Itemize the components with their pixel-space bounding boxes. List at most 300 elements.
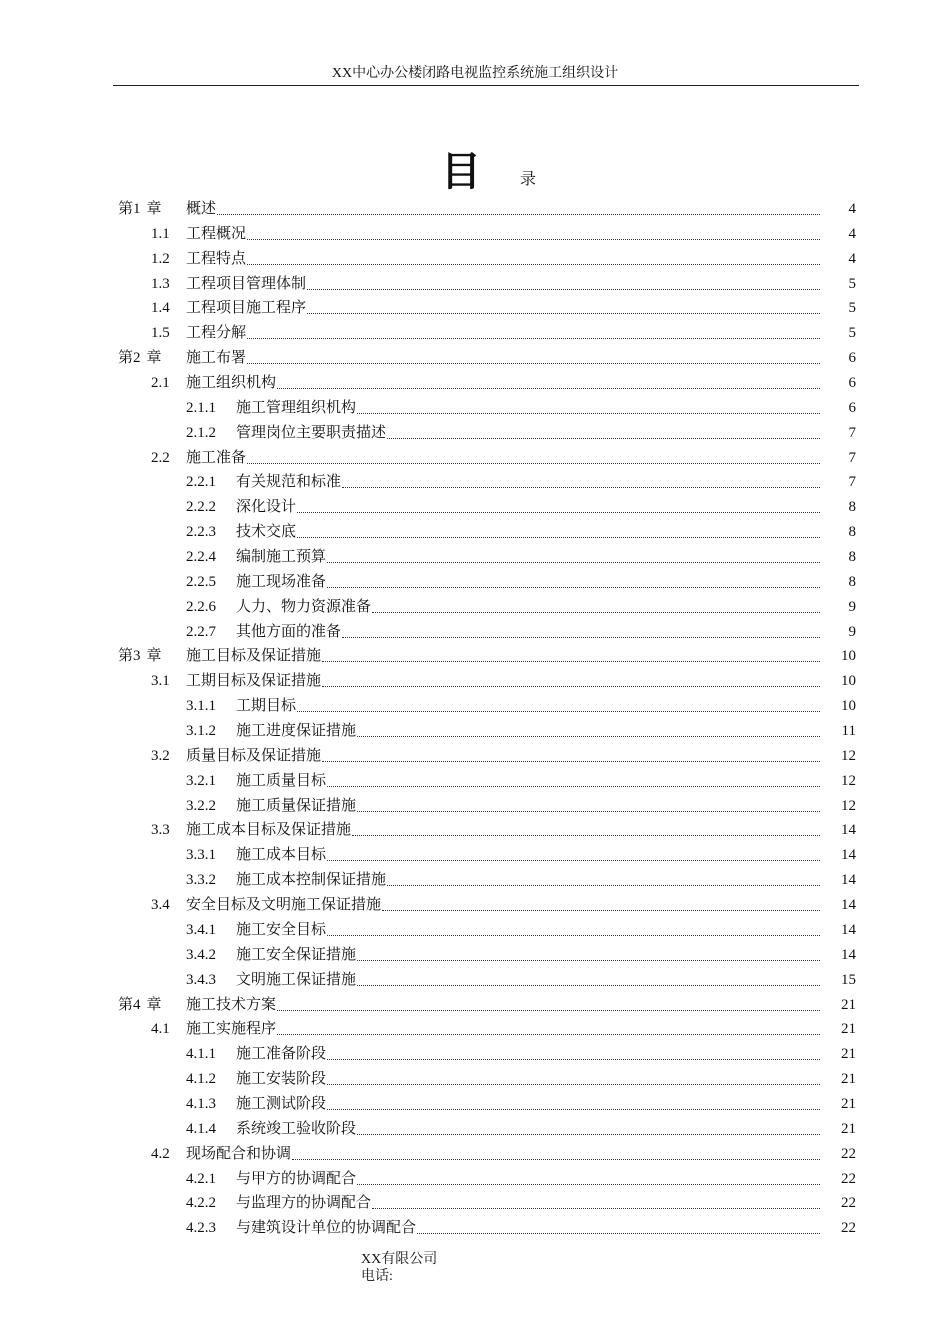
toc-entry-number-text: 3.4.2 <box>186 946 216 963</box>
toc-entry-line <box>186 346 820 371</box>
toc-entry-page-number: 14 <box>841 822 856 839</box>
toc-entry-page-number: 14 <box>841 946 856 963</box>
toc-dot-leader <box>307 272 820 290</box>
toc-entry-number <box>186 1167 216 1192</box>
toc-entry-title[interactable]: 安全目标及文明施工保证措施 <box>186 897 382 914</box>
toc-entry-page-number: 12 <box>841 747 856 764</box>
toc-entry-number-text: 4.1 <box>151 1021 170 1038</box>
toc-entry-title[interactable]: 深化设计 <box>236 499 297 516</box>
toc-entry[interactable] <box>0 943 950 968</box>
toc-entry[interactable] <box>0 918 950 943</box>
toc-entry-number <box>186 968 216 993</box>
toc-entry[interactable] <box>0 545 950 570</box>
toc-entry[interactable] <box>0 346 950 371</box>
toc-entry[interactable] <box>0 843 950 868</box>
toc-entry-number-text: 3.3.1 <box>186 847 216 864</box>
toc-entry-number <box>186 495 216 520</box>
toc-entry-line <box>236 918 820 943</box>
toc-entry-page-number: 5 <box>848 275 856 292</box>
toc-entry-line <box>236 595 820 620</box>
toc-entry-number <box>118 993 162 1018</box>
toc-dot-leader <box>342 620 820 638</box>
toc-entry-page-number: 5 <box>848 325 856 342</box>
toc-entry-title[interactable]: 现场配合和协调 <box>186 1145 292 1162</box>
toc-entry-title[interactable]: 其他方面的准备 <box>236 623 342 640</box>
footer-company: XX有限公司 <box>361 1252 438 1267</box>
toc-entry-line <box>236 620 820 645</box>
toc-entry[interactable] <box>0 744 950 769</box>
toc-entry[interactable] <box>0 595 950 620</box>
toc-entry[interactable] <box>0 1167 950 1192</box>
toc-entry-number <box>151 321 170 346</box>
toc-entry-number <box>186 918 216 943</box>
toc-entry-number-text: 3.4 <box>151 897 170 914</box>
toc-entry-title[interactable]: 文明施工保证措施 <box>236 971 357 988</box>
toc-entry-line <box>236 470 820 495</box>
toc-entry-title[interactable]: 技术交底 <box>236 524 297 541</box>
toc-entry-page-number: 21 <box>841 1120 856 1137</box>
toc-entry-chapter-suffix: 章 <box>146 201 162 217</box>
toc-entry-number <box>151 893 170 918</box>
toc-entry-number-text: 2.2.6 <box>186 598 216 615</box>
toc-entry-line <box>236 943 820 968</box>
toc-title-char-2: 录 <box>520 171 537 188</box>
toc-dot-leader <box>372 1191 820 1209</box>
toc-entry-page-number: 4 <box>848 225 856 242</box>
toc-entry[interactable] <box>0 868 950 893</box>
toc-entry-number <box>186 843 216 868</box>
toc-entry[interactable] <box>0 197 950 222</box>
toc-entry-title[interactable]: 与建筑设计单位的协调配合 <box>236 1220 417 1237</box>
toc-entry-page-number: 21 <box>841 1021 856 1038</box>
toc-entry[interactable] <box>0 1191 950 1216</box>
toc-entry[interactable] <box>0 1042 950 1067</box>
toc-entry-title[interactable]: 编制施工预算 <box>236 549 327 566</box>
toc-entry-line <box>236 1216 820 1241</box>
toc-entry[interactable] <box>0 1017 950 1042</box>
toc-entry-title[interactable]: 施工安全目标 <box>236 921 327 938</box>
toc-entry-title[interactable]: 施工准备 <box>186 449 247 466</box>
toc-entry-page-number: 14 <box>841 847 856 864</box>
toc-entry-number <box>186 421 216 446</box>
toc-entry-page-number: 14 <box>841 872 856 889</box>
toc-dot-leader <box>342 470 820 488</box>
toc-entry-number-text: 3.1.1 <box>186 698 216 715</box>
toc-entry-line <box>186 321 820 346</box>
toc-entry-number-text: 4.2 <box>151 1145 170 1162</box>
toc-entry-title[interactable]: 施工成本控制保证措施 <box>236 872 387 889</box>
toc-dot-leader <box>247 346 820 364</box>
toc-entry-number <box>118 644 162 669</box>
toc-entry-number <box>118 346 162 371</box>
toc-dot-leader <box>327 1042 820 1060</box>
toc-entry-number-text: 1.4 <box>151 300 170 317</box>
toc-entry-line <box>236 1042 820 1067</box>
toc-entry-number-text: 2.2.5 <box>186 573 216 590</box>
toc-entry-title[interactable]: 工程分解 <box>186 325 247 342</box>
toc-entry[interactable] <box>0 470 950 495</box>
toc-entry-number-text: 4.2.3 <box>186 1220 216 1237</box>
toc-entry-line <box>186 1017 820 1042</box>
toc-entry-page-number: 10 <box>841 673 856 690</box>
toc-entry-number-text: 2.2.2 <box>186 499 216 516</box>
toc-entry-page-number: 6 <box>848 399 856 416</box>
toc-dot-leader <box>327 1067 820 1085</box>
toc-entry[interactable] <box>0 993 950 1018</box>
toc-dot-leader <box>382 893 820 911</box>
toc-dot-leader <box>217 197 820 215</box>
toc-entry-page-number: 9 <box>848 598 856 615</box>
toc-entry-number-text: 3.2 <box>151 747 170 764</box>
toc-entry-line <box>236 1067 820 1092</box>
toc-entry[interactable] <box>0 694 950 719</box>
toc-entry-number-text: 4.1.2 <box>186 1071 216 1088</box>
toc-entry-page-number: 7 <box>848 424 856 441</box>
toc-entry-number-text: 2.1.1 <box>186 399 216 416</box>
toc-entry-line <box>186 222 820 247</box>
toc-entry-number <box>186 1191 216 1216</box>
toc-entry-number-text: 4.1.1 <box>186 1046 216 1063</box>
toc-entry-number <box>151 247 170 272</box>
toc-entry-line <box>236 794 820 819</box>
toc-entry-number-text: 3.3 <box>151 822 170 839</box>
toc-title-char-1: 目 <box>441 149 481 195</box>
toc-entry-number <box>186 868 216 893</box>
toc-entry-page-number: 14 <box>841 921 856 938</box>
toc-entry-number <box>186 520 216 545</box>
toc-dot-leader <box>327 545 820 563</box>
toc-entry-number <box>186 595 216 620</box>
toc-entry-line <box>186 1142 820 1167</box>
toc-entry[interactable] <box>0 495 950 520</box>
toc-entry-number <box>186 1042 216 1067</box>
toc-entry-page-number: 6 <box>848 350 856 367</box>
toc-entry-number <box>151 222 170 247</box>
toc-entry-number <box>151 272 170 297</box>
toc-entry-number <box>151 1017 170 1042</box>
toc-entry-number <box>151 446 170 471</box>
header-rule <box>113 85 859 86</box>
toc-entry-number <box>186 470 216 495</box>
toc-dot-leader <box>247 321 820 339</box>
toc-entry[interactable] <box>0 446 950 471</box>
toc-entry-title[interactable]: 施工进度保证措施 <box>236 723 357 740</box>
toc-entry[interactable] <box>0 247 950 272</box>
toc-entry[interactable] <box>0 222 950 247</box>
toc-entry-page-number: 15 <box>841 971 856 988</box>
toc-entry[interactable] <box>0 272 950 297</box>
toc-entry-number-text: 2.2.3 <box>186 524 216 541</box>
page-footer <box>361 1251 437 1285</box>
toc-dot-leader <box>322 744 820 762</box>
toc-entry-number-text: 3.1 <box>151 673 170 690</box>
toc-entry-number-text: 3.4.3 <box>186 971 216 988</box>
toc-entry-chapter-suffix: 章 <box>146 648 162 665</box>
toc-entry-page-number: 7 <box>848 474 856 491</box>
toc-entry-title[interactable]: 人力、物力资源准备 <box>236 598 372 615</box>
toc-entry-line <box>186 371 820 396</box>
toc-entry-page-number: 5 <box>848 300 856 317</box>
toc-entry-line <box>186 446 820 471</box>
toc-entry-title[interactable]: 工程概况 <box>186 225 247 242</box>
toc-dot-leader <box>277 993 820 1011</box>
toc-dot-leader <box>327 1092 820 1110</box>
toc-entry-title[interactable]: 工程项目管理体制 <box>186 275 307 292</box>
toc-dot-leader <box>357 968 820 986</box>
toc-dot-leader <box>357 396 820 414</box>
toc-entry-number-text: 2.2.1 <box>186 474 216 491</box>
toc-entry-number-text: 3.4.1 <box>186 921 216 938</box>
toc-entry[interactable] <box>0 371 950 396</box>
toc-entry-line <box>236 421 820 446</box>
toc-entry[interactable] <box>0 769 950 794</box>
toc-entry-page-number: 10 <box>841 698 856 715</box>
toc-entry-line <box>236 1117 820 1142</box>
toc-entry-title[interactable]: 施工管理组织机构 <box>236 399 357 416</box>
toc-entry-title[interactable]: 系统竣工验收阶段 <box>236 1120 357 1137</box>
toc-entry-number-text: 1.1 <box>151 225 170 242</box>
toc-entry-page-number: 8 <box>848 524 856 541</box>
toc-entry-page-number: 12 <box>841 772 856 789</box>
toc-entry-number-text: 2.2.7 <box>186 623 216 640</box>
toc-entry[interactable] <box>0 669 950 694</box>
toc-entry-page-number: 4 <box>848 250 856 267</box>
toc-entry-line <box>236 570 820 595</box>
table-of-contents <box>0 197 950 1241</box>
toc-entry-page-number: 7 <box>848 449 856 466</box>
toc-entry-line <box>236 520 820 545</box>
toc-entry-number <box>186 396 216 421</box>
toc-entry-page-number: 9 <box>848 623 856 640</box>
toc-entry-number <box>151 1142 170 1167</box>
toc-dot-leader <box>357 1167 820 1185</box>
toc-entry-page-number: 22 <box>841 1220 856 1237</box>
toc-entry-line <box>236 868 820 893</box>
toc-entry[interactable] <box>0 321 950 346</box>
toc-entry-title[interactable]: 有关规范和标准 <box>236 474 342 491</box>
toc-entry-title[interactable]: 施工安全保证措施 <box>236 946 357 963</box>
toc-entry[interactable] <box>0 644 950 669</box>
toc-entry-line <box>236 1092 820 1117</box>
toc-entry-line <box>236 396 820 421</box>
toc-entry[interactable] <box>0 818 950 843</box>
toc-entry-number <box>186 694 216 719</box>
toc-entry-title[interactable]: 施工实施程序 <box>186 1021 277 1038</box>
toc-dot-leader <box>327 843 820 861</box>
toc-entry-title[interactable]: 施工组织机构 <box>186 375 277 392</box>
toc-entry-title[interactable]: 概述 <box>186 201 217 217</box>
toc-entry-title[interactable]: 施工质量保证措施 <box>236 797 357 814</box>
toc-entry-title[interactable]: 与监理方的协调配合 <box>236 1195 372 1212</box>
toc-entry-number <box>186 1067 216 1092</box>
toc-entry-number <box>186 719 216 744</box>
toc-entry-title[interactable]: 施工成本目标及保证措施 <box>186 822 352 839</box>
toc-dot-leader <box>297 520 820 538</box>
toc-entry-number <box>186 1092 216 1117</box>
toc-entry-line <box>236 495 820 520</box>
toc-entry-title[interactable]: 施工准备阶段 <box>236 1046 327 1063</box>
toc-entry-number-text: 第3 <box>118 648 141 665</box>
toc-dot-leader <box>352 818 820 836</box>
toc-entry-title[interactable]: 施工技术方案 <box>186 996 277 1013</box>
toc-dot-leader <box>327 918 820 936</box>
toc-entry-line <box>186 993 820 1018</box>
toc-entry-number-text: 4.2.2 <box>186 1195 216 1212</box>
toc-entry[interactable] <box>0 296 950 321</box>
toc-entry[interactable] <box>0 794 950 819</box>
toc-entry-number-text: 第2 <box>118 350 141 367</box>
toc-entry-number-text: 2.1.2 <box>186 424 216 441</box>
toc-dot-leader <box>372 595 820 613</box>
toc-entry-page-number: 6 <box>848 375 856 392</box>
toc-entry-number <box>151 669 170 694</box>
toc-entry-number-text: 1.3 <box>151 275 170 292</box>
toc-dot-leader <box>322 669 820 687</box>
toc-dot-leader <box>277 1017 820 1035</box>
toc-entry-line <box>236 1191 820 1216</box>
toc-entry-line <box>236 545 820 570</box>
toc-entry[interactable] <box>0 570 950 595</box>
toc-entry-number <box>186 943 216 968</box>
toc-dot-leader <box>247 222 820 240</box>
toc-entry-line <box>186 272 820 297</box>
toc-entry-title[interactable]: 施工安装阶段 <box>236 1071 327 1088</box>
toc-entry-number-text: 3.2.2 <box>186 797 216 814</box>
toc-entry-number <box>186 769 216 794</box>
toc-entry-number <box>151 296 170 321</box>
toc-entry-page-number: 22 <box>841 1195 856 1212</box>
toc-entry-title[interactable]: 工程项目施工程序 <box>186 300 307 317</box>
toc-dot-leader <box>247 247 820 265</box>
toc-entry-line <box>236 694 820 719</box>
toc-entry-line <box>236 769 820 794</box>
toc-entry-number <box>151 744 170 769</box>
toc-dot-leader <box>247 446 820 464</box>
toc-dot-leader <box>292 1142 820 1160</box>
toc-dot-leader <box>322 644 820 662</box>
toc-entry-page-number: 21 <box>841 996 856 1013</box>
toc-entry-number <box>186 570 216 595</box>
toc-entry[interactable] <box>0 520 950 545</box>
toc-entry-line <box>236 968 820 993</box>
toc-entry-number <box>151 818 170 843</box>
toc-entry-page-number: 4 <box>848 201 856 217</box>
toc-entry-number-text: 2.2.4 <box>186 549 216 566</box>
toc-entry-number <box>186 1216 216 1241</box>
toc-entry-line <box>186 893 820 918</box>
toc-entry-page-number: 21 <box>841 1095 856 1112</box>
toc-entry-number <box>186 794 216 819</box>
toc-entry-page-number: 21 <box>841 1046 856 1063</box>
toc-entry-number-text: 2.1 <box>151 375 170 392</box>
toc-entry[interactable] <box>0 968 950 993</box>
toc-dot-leader <box>327 570 820 588</box>
toc-entry-chapter-suffix: 章 <box>146 350 162 367</box>
toc-entry[interactable] <box>0 1142 950 1167</box>
toc-dot-leader <box>357 794 820 812</box>
toc-entry-title[interactable]: 管理岗位主要职责描述 <box>236 424 387 441</box>
toc-entry-line <box>186 296 820 321</box>
toc-entry[interactable] <box>0 421 950 446</box>
toc-entry-number <box>186 620 216 645</box>
toc-entry-number-text: 3.2.1 <box>186 772 216 789</box>
toc-entry-line <box>186 818 820 843</box>
toc-entry-number <box>118 197 162 222</box>
toc-dot-leader <box>357 943 820 961</box>
toc-entry-title[interactable]: 质量目标及保证措施 <box>186 747 322 764</box>
toc-entry-page-number: 12 <box>841 797 856 814</box>
toc-entry-line <box>186 644 820 669</box>
toc-entry-title[interactable]: 与甲方的协调配合 <box>236 1170 357 1187</box>
toc-entry-title[interactable]: 施工布署 <box>186 350 247 367</box>
toc-entry-page-number: 10 <box>841 648 856 665</box>
toc-dot-leader <box>357 719 820 737</box>
toc-entry-title[interactable]: 工期目标及保证措施 <box>186 673 322 690</box>
toc-entry-number <box>186 545 216 570</box>
toc-entry[interactable] <box>0 1092 950 1117</box>
toc-entry[interactable] <box>0 1117 950 1142</box>
toc-entry-title[interactable]: 施工目标及保证措施 <box>186 648 322 665</box>
toc-entry-number-text: 1.5 <box>151 325 170 342</box>
toc-entry-number-text: 2.2 <box>151 449 170 466</box>
toc-entry-chapter-suffix: 章 <box>146 996 162 1013</box>
toc-entry-title[interactable]: 工期目标 <box>236 698 297 715</box>
toc-entry-title[interactable]: 施工现场准备 <box>236 573 327 590</box>
toc-dot-leader <box>387 421 820 439</box>
toc-entry-title[interactable]: 施工质量目标 <box>236 772 327 789</box>
toc-entry-page-number: 22 <box>841 1170 856 1187</box>
toc-entry-page-number: 14 <box>841 897 856 914</box>
toc-entry-line <box>236 719 820 744</box>
toc-dot-leader <box>297 694 820 712</box>
toc-entry[interactable] <box>0 1216 950 1241</box>
toc-entry-number-text: 4.1.3 <box>186 1095 216 1112</box>
toc-entry-line <box>236 843 820 868</box>
toc-dot-leader <box>357 1117 820 1135</box>
toc-entry-number-text: 第4 <box>118 996 141 1013</box>
toc-entry-number-text: 4.1.4 <box>186 1120 216 1137</box>
toc-entry-line <box>186 247 820 272</box>
toc-entry[interactable] <box>0 396 950 421</box>
toc-entry[interactable] <box>0 893 950 918</box>
toc-entry-number-text: 1.2 <box>151 250 170 267</box>
toc-entry-number-text: 4.2.1 <box>186 1170 216 1187</box>
toc-entry-number-text: 第1 <box>118 201 141 217</box>
toc-entry-title[interactable]: 工程特点 <box>186 250 247 267</box>
toc-dot-leader <box>307 296 820 314</box>
toc-dot-leader <box>297 495 820 513</box>
toc-entry-page-number: 8 <box>848 549 856 566</box>
toc-entry[interactable] <box>0 719 950 744</box>
toc-entry-title[interactable]: 施工测试阶段 <box>236 1095 327 1112</box>
toc-entry-page-number: 8 <box>848 573 856 590</box>
toc-entry-title[interactable]: 施工成本目标 <box>236 847 327 864</box>
toc-entry[interactable] <box>0 620 950 645</box>
toc-entry-number <box>186 1117 216 1142</box>
toc-entry-page-number: 8 <box>848 499 856 516</box>
toc-entry[interactable] <box>0 1067 950 1092</box>
toc-dot-leader <box>327 769 820 787</box>
toc-entry-number-text: 3.3.2 <box>186 872 216 889</box>
toc-dot-leader <box>387 868 820 886</box>
toc-entry-page-number: 11 <box>841 723 856 740</box>
toc-entry-number <box>151 371 170 396</box>
toc-title <box>0 148 950 198</box>
toc-dot-leader <box>417 1216 820 1234</box>
toc-entry-page-number: 22 <box>841 1145 856 1162</box>
toc-entry-line <box>186 197 820 222</box>
toc-entry-line <box>186 669 820 694</box>
